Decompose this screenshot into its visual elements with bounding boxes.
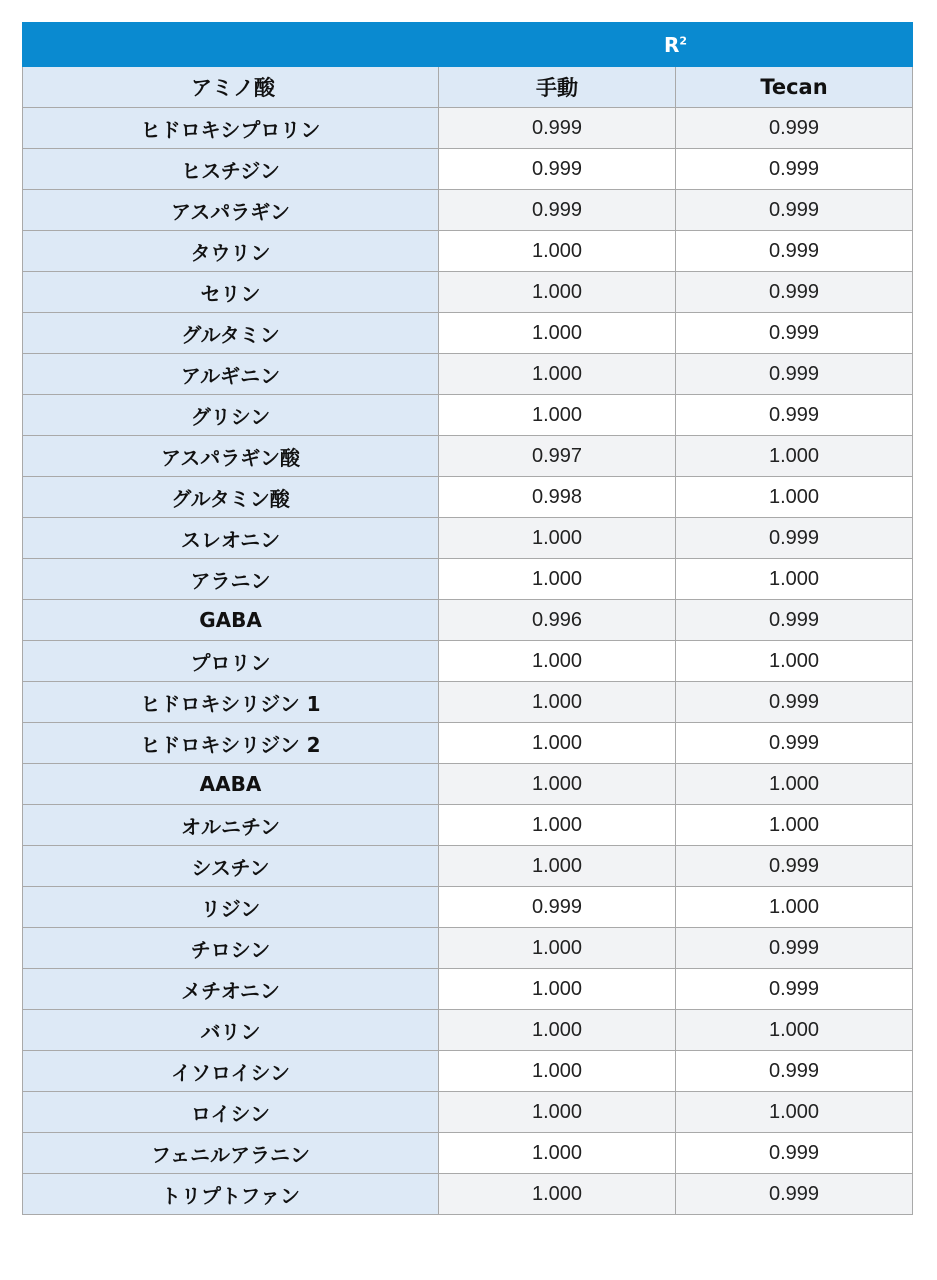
amino-acid-name-cell: オルニチン: [23, 805, 439, 846]
r2-header-cell: [439, 23, 913, 67]
amino-acid-name-cell: ヒドロキシプロリン: [23, 108, 439, 149]
r2-table: [22, 22, 913, 1215]
tecan-r2-cell: 0.999: [676, 682, 913, 723]
table-row: [23, 1133, 913, 1174]
amino-acid-name-cell: AABA: [23, 764, 439, 805]
amino-acid-name-cell: ヒスチジン: [23, 149, 439, 190]
manual-r2-cell: 0.997: [439, 436, 676, 477]
manual-r2-cell: 1.000: [439, 1133, 676, 1174]
manual-r2-cell: 1.000: [439, 1051, 676, 1092]
table-row: [23, 436, 913, 477]
manual-r2-cell: 1.000: [439, 1174, 676, 1215]
table-row: [23, 477, 913, 518]
tecan-r2-cell: 1.000: [676, 477, 913, 518]
tecan-r2-cell: 0.999: [676, 108, 913, 149]
manual-r2-cell: 1.000: [439, 846, 676, 887]
manual-r2-cell: 1.000: [439, 682, 676, 723]
amino-acid-name-cell: アスパラギン酸: [23, 436, 439, 477]
top-header-spacer: [23, 23, 439, 67]
amino-acid-name-cell: リジン: [23, 887, 439, 928]
tecan-r2-cell: 0.999: [676, 600, 913, 641]
manual-r2-cell: 1.000: [439, 559, 676, 600]
amino-acid-name-cell: グルタミン酸: [23, 477, 439, 518]
table-row: [23, 190, 913, 231]
tecan-r2-cell: 0.999: [676, 231, 913, 272]
manual-r2-cell: 1.000: [439, 395, 676, 436]
manual-r2-cell: 1.000: [439, 805, 676, 846]
amino-acid-name-cell: シスチン: [23, 846, 439, 887]
table-row: [23, 354, 913, 395]
manual-r2-cell: 1.000: [439, 723, 676, 764]
manual-r2-cell: 1.000: [439, 928, 676, 969]
manual-r2-cell: 1.000: [439, 231, 676, 272]
amino-acid-name-cell: メチオニン: [23, 969, 439, 1010]
manual-r2-cell: 1.000: [439, 1092, 676, 1133]
amino-acid-name-cell: GABA: [23, 600, 439, 641]
table-row: [23, 805, 913, 846]
amino-acid-name-cell: ヒドロキシリジン 2: [23, 723, 439, 764]
table-row: [23, 1174, 913, 1215]
table-column-header-row: [23, 67, 913, 108]
manual-r2-cell: 1.000: [439, 313, 676, 354]
manual-r2-cell: 1.000: [439, 518, 676, 559]
column-header-amino-acid: アミノ酸: [23, 67, 439, 108]
tecan-r2-cell: 1.000: [676, 1010, 913, 1051]
amino-acid-name-cell: イソロイシン: [23, 1051, 439, 1092]
manual-r2-cell: 1.000: [439, 764, 676, 805]
amino-acid-name-cell: プロリン: [23, 641, 439, 682]
tecan-r2-cell: 1.000: [676, 805, 913, 846]
tecan-r2-cell: 1.000: [676, 436, 913, 477]
table-row: [23, 518, 913, 559]
manual-r2-cell: 1.000: [439, 641, 676, 682]
tecan-r2-cell: 0.999: [676, 272, 913, 313]
amino-acid-name-cell: チロシン: [23, 928, 439, 969]
tecan-r2-cell: 0.999: [676, 1051, 913, 1092]
table-row: [23, 559, 913, 600]
amino-acid-name-cell: タウリン: [23, 231, 439, 272]
table-row: [23, 1051, 913, 1092]
tecan-r2-cell: 1.000: [676, 641, 913, 682]
manual-r2-cell: 0.999: [439, 108, 676, 149]
amino-acid-name-cell: グルタミン: [23, 313, 439, 354]
table-row: [23, 1010, 913, 1051]
tecan-r2-cell: 1.000: [676, 1092, 913, 1133]
amino-acid-name-cell: グリシン: [23, 395, 439, 436]
table-row: [23, 682, 913, 723]
r2-label: $R^2$: [663, 32, 688, 57]
tecan-r2-cell: 0.999: [676, 723, 913, 764]
amino-acid-name-cell: フェニルアラニン: [23, 1133, 439, 1174]
table-row: [23, 149, 913, 190]
table-body: [23, 108, 913, 1215]
table-row: [23, 641, 913, 682]
manual-r2-cell: 1.000: [439, 1010, 676, 1051]
manual-r2-cell: 0.999: [439, 190, 676, 231]
amino-acid-name-cell: ロイシン: [23, 1092, 439, 1133]
amino-acid-name-cell: スレオニン: [23, 518, 439, 559]
manual-r2-cell: 0.996: [439, 600, 676, 641]
table-row: [23, 969, 913, 1010]
tecan-r2-cell: 0.999: [676, 395, 913, 436]
table-row: [23, 272, 913, 313]
tecan-r2-cell: 1.000: [676, 887, 913, 928]
manual-r2-cell: 0.998: [439, 477, 676, 518]
column-header-tecan: Tecan: [676, 67, 913, 108]
manual-r2-cell: 1.000: [439, 354, 676, 395]
manual-r2-cell: 0.999: [439, 149, 676, 190]
tecan-r2-cell: 0.999: [676, 354, 913, 395]
amino-acid-name-cell: ヒドロキシリジン 1: [23, 682, 439, 723]
tecan-r2-cell: 1.000: [676, 764, 913, 805]
table-row: [23, 723, 913, 764]
tecan-r2-cell: 0.999: [676, 928, 913, 969]
table-top-header-row: [23, 23, 913, 67]
tecan-r2-cell: 0.999: [676, 969, 913, 1010]
tecan-r2-cell: 0.999: [676, 1133, 913, 1174]
table-row: [23, 1092, 913, 1133]
amino-acid-name-cell: アルギニン: [23, 354, 439, 395]
table-row: [23, 887, 913, 928]
tecan-r2-cell: 0.999: [676, 149, 913, 190]
manual-r2-cell: 0.999: [439, 887, 676, 928]
table-row: [23, 764, 913, 805]
table-row: [23, 928, 913, 969]
amino-acid-name-cell: アスパラギン: [23, 190, 439, 231]
column-header-manual: 手動: [439, 67, 676, 108]
amino-acid-name-cell: トリプトファン: [23, 1174, 439, 1215]
table-row: [23, 846, 913, 887]
tecan-r2-cell: 0.999: [676, 190, 913, 231]
table-row: [23, 313, 913, 354]
tecan-r2-cell: 1.000: [676, 559, 913, 600]
table-row: [23, 231, 913, 272]
manual-r2-cell: 1.000: [439, 272, 676, 313]
tecan-r2-cell: 0.999: [676, 846, 913, 887]
tecan-r2-cell: 0.999: [676, 1174, 913, 1215]
amino-acid-name-cell: アラニン: [23, 559, 439, 600]
table-row: [23, 600, 913, 641]
manual-r2-cell: 1.000: [439, 969, 676, 1010]
amino-acid-name-cell: バリン: [23, 1010, 439, 1051]
tecan-r2-cell: 0.999: [676, 518, 913, 559]
amino-acid-name-cell: セリン: [23, 272, 439, 313]
tecan-r2-cell: 0.999: [676, 313, 913, 354]
table-row: [23, 108, 913, 149]
r2-table-container: [22, 22, 912, 1215]
table-row: [23, 395, 913, 436]
